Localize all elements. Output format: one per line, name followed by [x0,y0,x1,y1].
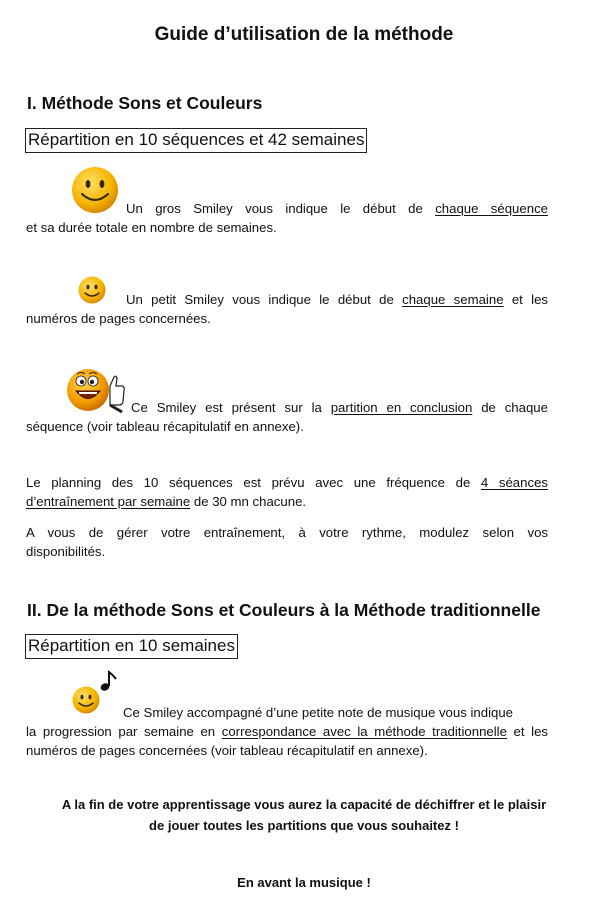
item-2-line-1: Un petit Smiley vous indique le début de chaque semaine et les [126,292,549,307]
big-smiley-icon [71,166,119,214]
closing-line-1: A la fin de votre apprentissage vous aurez la capacité de déchiffrer et le plaisir [61,797,547,812]
section-1-heading: I. Méthode Sons et Couleurs [27,93,263,113]
thumbs-up-smiley-icon [66,366,128,414]
item-3-line-1: Ce Smiley est présent sur la partition en conclusion de chaque [131,400,548,415]
section-2-box [25,634,238,659]
section-1-box [25,128,367,153]
section-2-boxed-label: Répartition en 10 semaines [25,634,238,659]
section-2-line-2: la progression par semaine en correspondance avec la méthode traditionnelle et les [26,724,549,739]
rhythm-line-2: disponibilités. [26,544,106,559]
item-1-line-2: et sa durée totale en nombre de semaines. [26,220,277,235]
small-smiley-icon [78,276,106,304]
closing-final: En avant la musique ! [237,875,371,890]
music-note-smiley-icon [72,670,120,716]
section-2-line-1: Ce Smiley accompagné d’une petite note de musique vous indique [123,705,514,720]
page-title: Guide d’utilisation de la méthode [154,24,454,45]
planning-line-1: Le planning des 10 séquences est prévu avec une fréquence de 4 séances [26,475,549,490]
section-2-heading: II. De la méthode Sons et Couleurs à la Méthode traditionnelle [27,600,541,620]
closing-line-2: de jouer toutes les partitions que vous souhaitez ! [149,818,459,833]
section-1-boxed-label: Répartition en 10 séquences et 42 semaines [25,128,367,153]
planning-line-2: d’entraînement par semaine de 30 mn chacune. [26,494,307,509]
item-3-line-2: séquence (voir tableau récapitulatif en annexe). [26,419,304,434]
item-1-line-1: Un gros Smiley vous indique le début de chaque séquence [126,201,548,216]
section-2-line-3: numéros de pages concernées (voir tableau récapitulatif en annexe). [26,743,428,758]
item-2-line-2: numéros de pages concernées. [26,311,211,326]
rhythm-line-1: A vous de gérer votre entraînement, à votre rythme, modulez selon vos [26,525,548,540]
